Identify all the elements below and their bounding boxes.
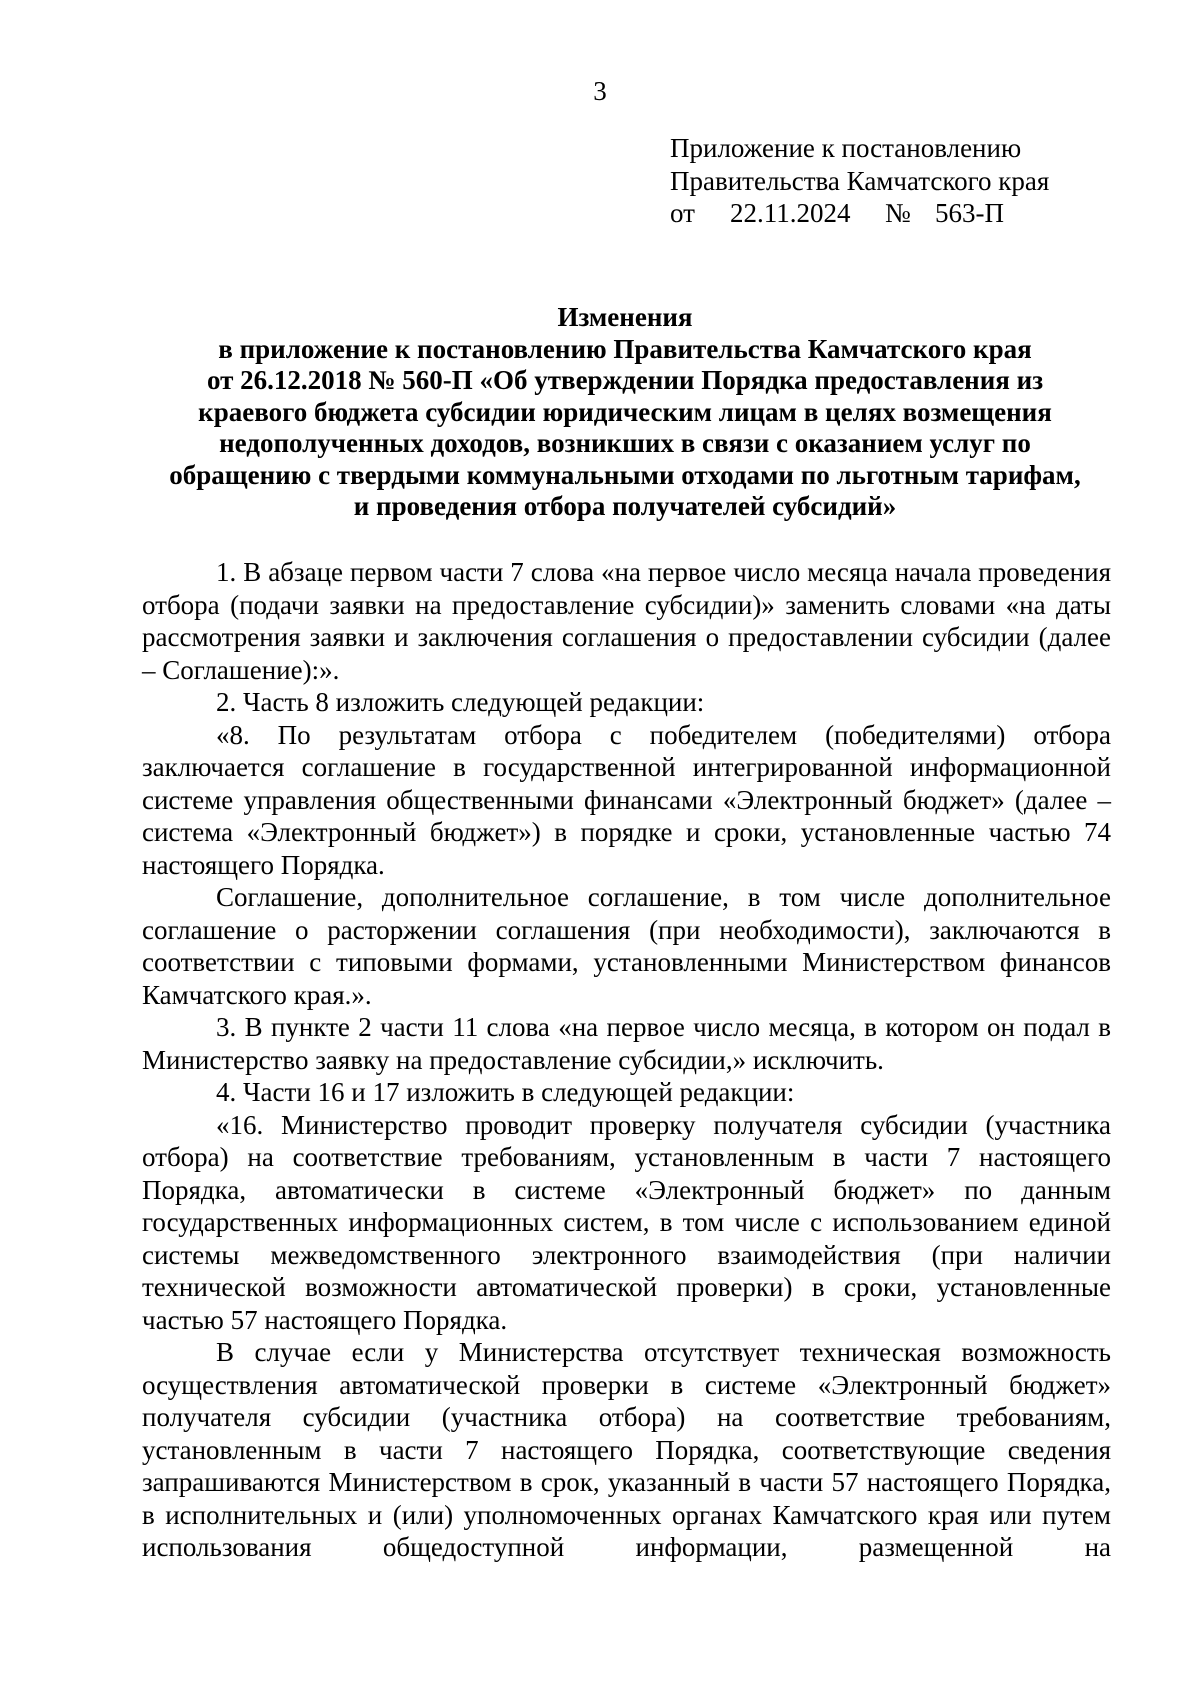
document-body <box>142 556 1111 1564</box>
appendix-line-2: Правительства Камчатского края <box>670 165 1050 196</box>
title-line: в приложение к постановлению Правительства Камчатского края <box>218 333 1032 364</box>
title-line: недополученных доходов, возникших в связи с оказанием услуг по <box>219 428 1031 458</box>
paragraph: Соглашение, дополнительное соглашение, в том числе дополнительное соглашение о расторжении соглашения (при необходимости), заключаются в соответствии с типовыми формами, установленными Министерством финансов Камчатского края.». <box>142 882 1111 1010</box>
paragraph: В случае если у Министерства отсутствует техническая возможность осуществления автоматической проверки в системе «Электронный бюджет» получателя субсидии (участника отбора) на соответствие требованиям, установленным в части 7 настоящего Порядка, соответствующие сведения запрашиваются Министерством в срок, указанный в части 57 настоящего Порядка, в исполнительных и (или) уполномоченных органах Камчатского края или путем использования общедоступной информации, размещенной на <box>142 1337 1111 1562</box>
title-line: и проведения отбора получателей субсидий» <box>353 491 897 521</box>
paragraph: 1. В абзаце первом части 7 слова «на первое число месяца начала проведения отбора (подачи заявки на предоставление субсидии)» заменить словами «на даты рассмотрения заявки и заключения соглашения о предоставлении субсидии (далее – Соглашение):». <box>142 557 1111 685</box>
paragraph: 3. В пункте 2 части 11 слова «на первое число месяца, в котором он подал в Министерство заявку на предоставление субсидии,» исключить. <box>142 1012 1111 1075</box>
title-line: обращению с твердыми коммунальными отходами по льготным тарифам, <box>169 459 1081 490</box>
appendix-date: 22.11.2024 <box>730 198 851 228</box>
paragraph: «16. Министерство проводит проверку получателя субсидии (участника отбора) на соответствие требованиям, установленным в части 7 настоящего Порядка, автоматически в системе «Электронный бюджет» по данным государственных информационных систем, в том числе с использованием единой системы межведомственного электронного взаимодействия (при наличии технической возможности автоматической проверки) в сроки, установленные частью 57 настоящего Порядка. <box>142 1109 1111 1335</box>
title-line: Изменения <box>557 302 693 332</box>
appendix-date-line <box>670 197 1049 230</box>
appendix-block <box>670 132 1049 230</box>
title-line: от 26.12.2018 № 560-П «Об утверждении Порядка предоставления из <box>206 365 1044 395</box>
document-title <box>140 302 1110 523</box>
page-number: 3 <box>593 76 607 106</box>
appendix-number: 563-П <box>935 198 1004 228</box>
appendix-from-label: от <box>670 198 695 228</box>
appendix-line-1: Приложение к постановлению <box>670 133 1022 163</box>
appendix-number-sign: № <box>885 198 911 228</box>
paragraph: 4. Части 16 и 17 изложить в следующей редакции: <box>216 1077 795 1107</box>
title-line: краевого бюджета субсидии юридическим лицам в целях возмещения <box>198 396 1052 427</box>
paragraph: 2. Часть 8 изложить следующей редакции: <box>216 687 705 717</box>
paragraph: «8. По результатам отбора с победителем (победителями) отбора заключается соглашение в государственной интегрированной информационной системе управления общественными финансами «Электронный бюджет» (далее – система «Электронный бюджет») в порядке и сроки, установленные частью 74 настоящего Порядка. <box>142 719 1111 880</box>
